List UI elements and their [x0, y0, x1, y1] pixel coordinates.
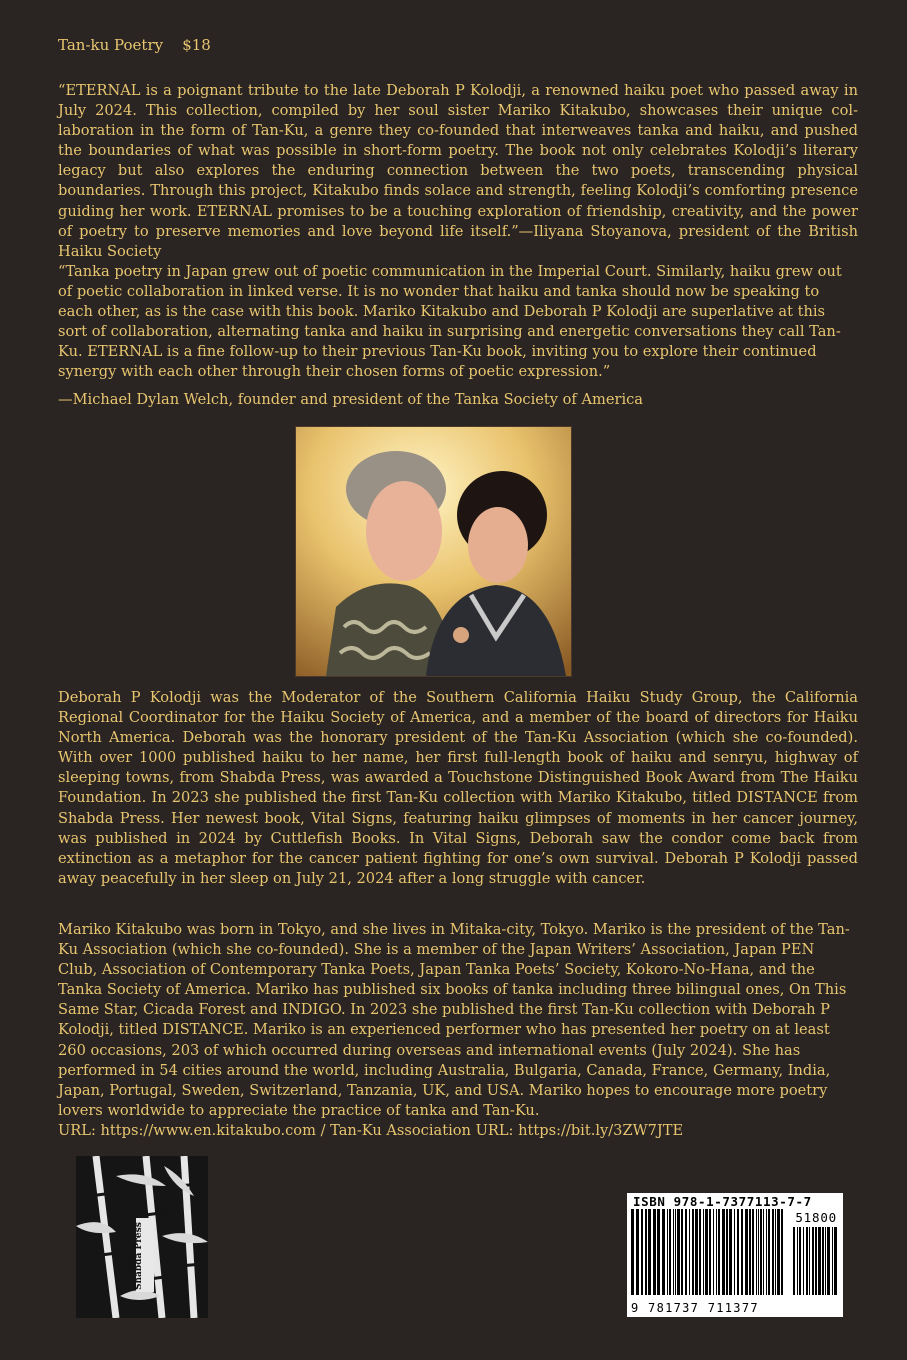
- price-code: 51800: [795, 1210, 837, 1225]
- barcode-bar: [834, 1227, 837, 1295]
- isbn-barcode: [627, 1193, 843, 1317]
- barcode-bar: [699, 1209, 701, 1295]
- barcode-bar: [793, 1227, 795, 1295]
- barcode-bar: [667, 1209, 668, 1295]
- ean-digits: 9 781737 711377: [631, 1301, 759, 1315]
- barcode-bar: [681, 1209, 683, 1295]
- barcode-bar: [641, 1209, 643, 1295]
- barcode-bar: [737, 1209, 739, 1295]
- barcode-bar: [763, 1209, 764, 1295]
- barcode-bar: [799, 1227, 801, 1295]
- barcode-bar: [657, 1209, 660, 1295]
- publisher-logo-text: Shabda Press: [134, 1222, 144, 1290]
- welch-attribution: —Michael Dylan Welch, founder and president of the Tanka Society of America: [58, 391, 644, 408]
- welch-blurb: “Tanka poetry in Japan grew out of poetic communication in the Imperial Court. Similarly, haiku grew out of poetic collaboration in linked verse. It is no wonder that haiku and tanka should now be speaking to each other, as is the case with this book. Mariko Kitakubo and Deborah P Kolodji are superlative at this sort of collaboration, alternating tanka and haiku in surprising and energetic conversations they call Tan-Ku. ETERNAL is a fine follow-up to their previous Tan-Ku book, inviting you to explore their continued synergy with each other through their chosen forms of poetic expression.”: [58, 263, 842, 381]
- kitakubo-bio: Mariko Kitakubo was born in Tokyo, and she lives in Mitaka-city, Tokyo. Mariko is the president of the Tan-Ku Association (which she co-founded). She is a member of the Japan Writers’ Association, Japan PEN Club, Association of Contemporary Tanka Poets, Japan Tanka Poets’ Society, Kokoro-No-Hana, and the Tanka Society of America. Mariko has published six books of tanka including three bilingual ones, On This Same Star, Cicada Forest and INDIGO. In 2023 she published the first Tan-Ku collection with Deborah P Kolodji, titled DISTANCE. Mariko is an experienced performer who has presented her poetry on at least 260 occasions, 203 of which occurred during overseas and international events (July 2024). She has performed in 54 cities around the world, including Australia, Bulgaria, Canada, France, Germany, India, Japan, Portugal, Sweden, Switzerland, Tanzania, UK, and USA. Mariko hopes to encourage more poetry lovers worldwide to appreciate the practice of tanka and Tan-Ku.: [58, 921, 850, 1119]
- barcode-bar: [832, 1227, 833, 1295]
- barcode-bar: [766, 1209, 767, 1295]
- barcode-bar: [797, 1227, 798, 1295]
- barcode-bar: [645, 1209, 647, 1295]
- barcode-bar: [745, 1209, 748, 1295]
- photo-illustration: [296, 427, 571, 676]
- barcode-bar: [673, 1209, 674, 1295]
- ean-barcode-bars: [631, 1209, 787, 1295]
- barcode-bar: [809, 1227, 810, 1295]
- barcode-bar: [781, 1209, 783, 1295]
- barcode-bar: [768, 1209, 770, 1295]
- author-photo: [295, 426, 572, 677]
- barcode-bar: [713, 1209, 714, 1295]
- barcode-bar: [749, 1209, 751, 1295]
- barcode-bar: [709, 1209, 711, 1295]
- barcode-bar: [752, 1209, 754, 1295]
- barcode-bar: [648, 1209, 651, 1295]
- barcode-bar: [705, 1209, 708, 1295]
- barcode-bar: [758, 1209, 759, 1295]
- barcode-bar: [631, 1209, 634, 1295]
- addon-barcode-bars: [793, 1227, 837, 1295]
- barcode-bar: [775, 1209, 776, 1295]
- category-label: Tan-ku Poetry: [58, 36, 164, 54]
- barcode-bar: [806, 1227, 808, 1295]
- barcode-bar: [662, 1209, 665, 1295]
- barcode-bar: [803, 1227, 804, 1295]
- isbn-text: ISBN 978-1-7377113-7-7: [633, 1194, 812, 1209]
- barcode-bar: [689, 1209, 690, 1295]
- barcode-bar: [636, 1209, 639, 1295]
- kolodji-bio: Deborah P Kolodji was the Moderator of the Southern California Haiku Study Group, the California Regional Coordinator for the Haiku Society of America, and a member of the board of directors for Haiku North America. Deborah was the honorary president of the Tan-Ku Association (which she co-founded). With over 1000 published haiku to her name, her first full-length book of haiku and senryu, highway of sleeping towns, from Shabda Press, was awarded a Touchstone Distinguished Book Award from The Haiku Foundation. In 2023 she published the first Tan-Ku collection with Mariko Kitakubo, titled DISTANCE from Shabda Press. Her newest book, Vital Signs, featuring haiku glimpses of moments in her cancer journey, was published in 2024 by Cuttlefish Books. In Vital Signs, Deborah saw the condor come back from extinction as a metaphor for the cancer patient fighting for one’s own survival. Deborah P Kolodji passed away peacefully in her sleep on July 21, 2024 after a long struggle with cancer.: [58, 689, 858, 887]
- barcode-bar: [777, 1209, 780, 1295]
- barcode-bar: [685, 1209, 687, 1295]
- barcode-bar: [718, 1209, 720, 1295]
- barcode-bar: [729, 1209, 732, 1295]
- barcode-bar: [722, 1209, 725, 1295]
- barcode-bar: [734, 1209, 735, 1295]
- barcode-bar: [760, 1209, 762, 1295]
- barcode-bar: [815, 1227, 817, 1295]
- barcode-bar: [741, 1209, 743, 1295]
- barcode-bar: [716, 1209, 717, 1295]
- barcode-bar: [726, 1209, 728, 1295]
- author-urls: URL: https://www.en.kitakubo.com / Tan-Ku Association URL: https://bit.ly/3ZW7JTE: [58, 1122, 684, 1139]
- barcode-bar: [756, 1209, 757, 1295]
- barcode-bar: [825, 1227, 826, 1295]
- price-label: $18: [182, 36, 211, 54]
- barcode-bar: [772, 1209, 774, 1295]
- publisher-logo: [76, 1156, 208, 1318]
- barcode-bar: [818, 1227, 821, 1295]
- barcode-bar: [703, 1209, 704, 1295]
- barcode-bar: [653, 1209, 656, 1295]
- header: [58, 36, 211, 54]
- barcode-bar: [675, 1209, 676, 1295]
- barcode-bar: [669, 1209, 671, 1295]
- barcode-bar: [695, 1209, 698, 1295]
- barcode-bar: [677, 1209, 680, 1295]
- barcode-bar: [822, 1227, 824, 1295]
- barcode-bar: [812, 1227, 814, 1295]
- stoyanova-blurb: “ETERNAL is a poignant tribute to the late Deborah P Kolodji, a renowned haiku poet who passed away in July 2024. This collection, compiled by her soul sister Mariko Kitakubo, showcases their unique collaboration in the form of Tan-Ku, a genre they co-founded that interweaves tanka and haiku, and pushed the boundaries of what was possible in short-form poetry. The book not only celebrates Kolodji’s literary legacy but also explores the enduring connection between the two poets, transcending physical boundaries. Through this project, Kitakubo finds solace and strength, feeling Kolodji’s comforting presence guiding her work. ETERNAL promises to be a touching exploration of friendship, creativity, and the power of poetry to preserve memories and love beyond life itself.”—Iliyana Stoyanova, president of the British Haiku Society: [58, 82, 858, 260]
- barcode-bar: [692, 1209, 694, 1295]
- barcode-bar: [827, 1227, 830, 1295]
